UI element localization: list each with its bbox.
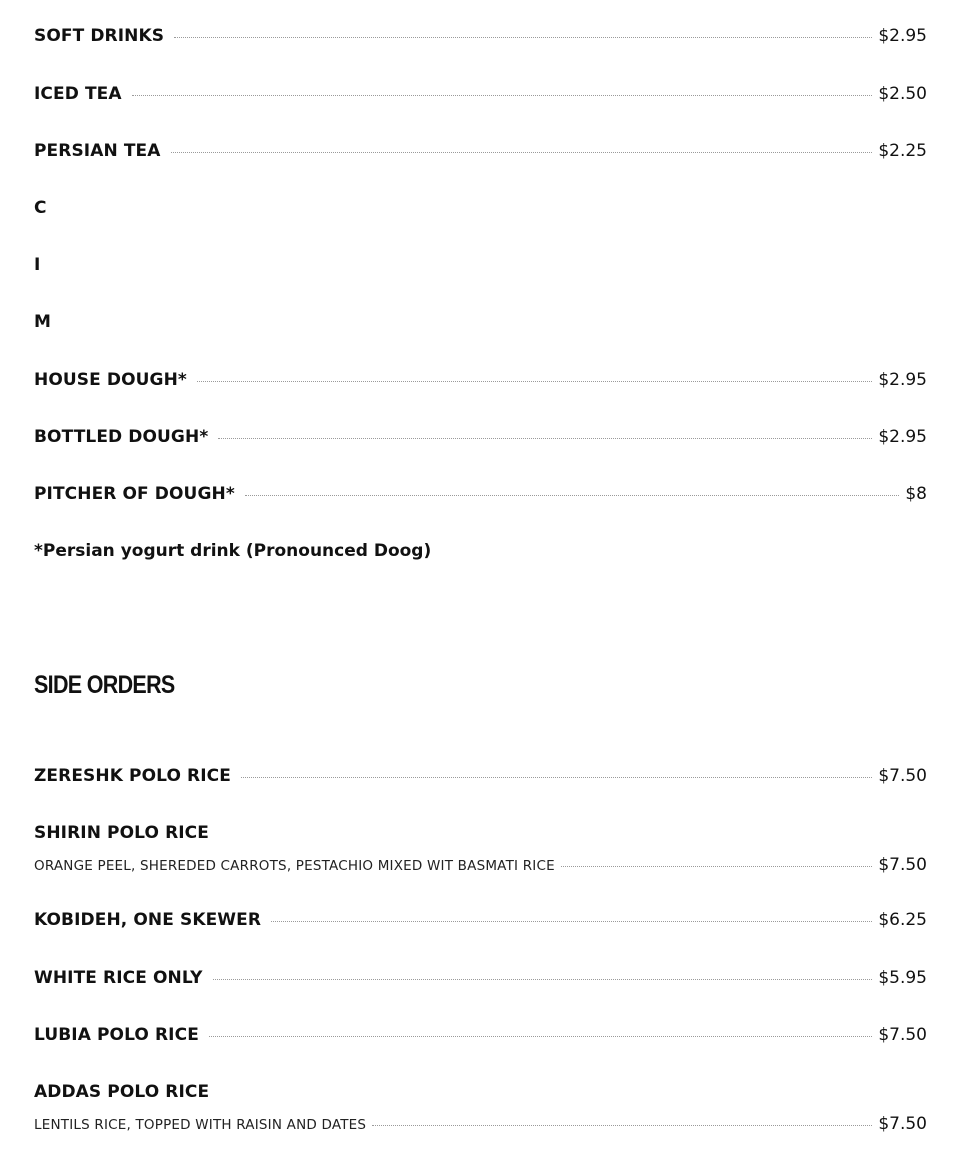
dot-leader [218, 437, 872, 439]
drinks-footnote [34, 541, 927, 561]
item-price: $7.50 [878, 1025, 927, 1045]
item-name: SHIRIN POLO RICE [34, 823, 209, 843]
item-name: BOTTLED DOUGH* [34, 427, 209, 447]
menu-item-name-row [34, 823, 927, 843]
menu-item [34, 427, 927, 447]
menu-item [34, 84, 927, 104]
menu-item [34, 26, 927, 46]
item-price: $6.25 [878, 910, 927, 930]
dot-leader [171, 151, 873, 153]
dot-leader [241, 776, 872, 778]
item-name: HOUSE DOUGH* [34, 370, 187, 390]
item-price: $7.50 [878, 766, 927, 786]
item-name: PITCHER OF DOUGH* [34, 484, 235, 504]
menu-item [34, 484, 927, 504]
item-name: C [34, 198, 47, 218]
item-price: $5.95 [878, 968, 927, 988]
item-price: $2.95 [878, 370, 927, 390]
item-name: KOBIDEH, ONE SKEWER [34, 910, 262, 930]
item-price: $2.50 [878, 84, 927, 104]
item-price: $2.25 [878, 141, 927, 161]
dot-leader [245, 494, 900, 496]
item-name: ICED TEA [34, 84, 122, 104]
item-price: $2.95 [878, 427, 927, 447]
menu-item [34, 255, 927, 275]
item-name: LUBIA POLO RICE [34, 1025, 199, 1045]
item-name: ZERESHK POLO RICE [34, 766, 231, 786]
menu-item-description-row [34, 855, 927, 875]
dot-leader [209, 1035, 872, 1037]
dot-leader [174, 36, 872, 38]
item-name: I [34, 255, 41, 275]
item-name: ADDAS POLO RICE [34, 1082, 210, 1102]
menu-item-name-row [34, 1082, 927, 1102]
menu-item [34, 968, 927, 988]
dot-leader [271, 920, 872, 922]
dot-leader [561, 865, 873, 867]
item-description: LENTILS RICE, TOPPED WITH RAISIN AND DATES [34, 1117, 367, 1133]
item-price: $8 [905, 484, 927, 504]
item-name: WHITE RICE ONLY [34, 968, 203, 988]
menu-item [34, 910, 927, 930]
menu-item [34, 312, 927, 332]
footnote-text: *Persian yogurt drink (Pronounced Doog) [34, 541, 432, 561]
menu-item [34, 198, 927, 218]
section-title: SIDE ORDERS [34, 671, 175, 699]
menu-item-description-row [34, 1114, 927, 1134]
item-description: ORANGE PEEL, SHEREDED CARROTS, PESTACHIO MIXED WIT BASMATI RICE [34, 858, 555, 874]
item-name: SOFT DRINKS [34, 26, 165, 46]
menu-item [34, 141, 927, 161]
dot-leader [213, 978, 873, 980]
item-name: PERSIAN TEA [34, 141, 161, 161]
menu-item [34, 766, 927, 786]
item-price: $2.95 [878, 26, 927, 46]
dot-leader [372, 1124, 872, 1126]
item-price: $7.50 [878, 855, 927, 875]
item-price: $7.50 [878, 1114, 927, 1134]
menu-item [34, 1025, 927, 1045]
dot-leader [132, 94, 873, 96]
menu-item [34, 370, 927, 390]
dot-leader [197, 380, 872, 382]
item-name: M [34, 312, 52, 332]
